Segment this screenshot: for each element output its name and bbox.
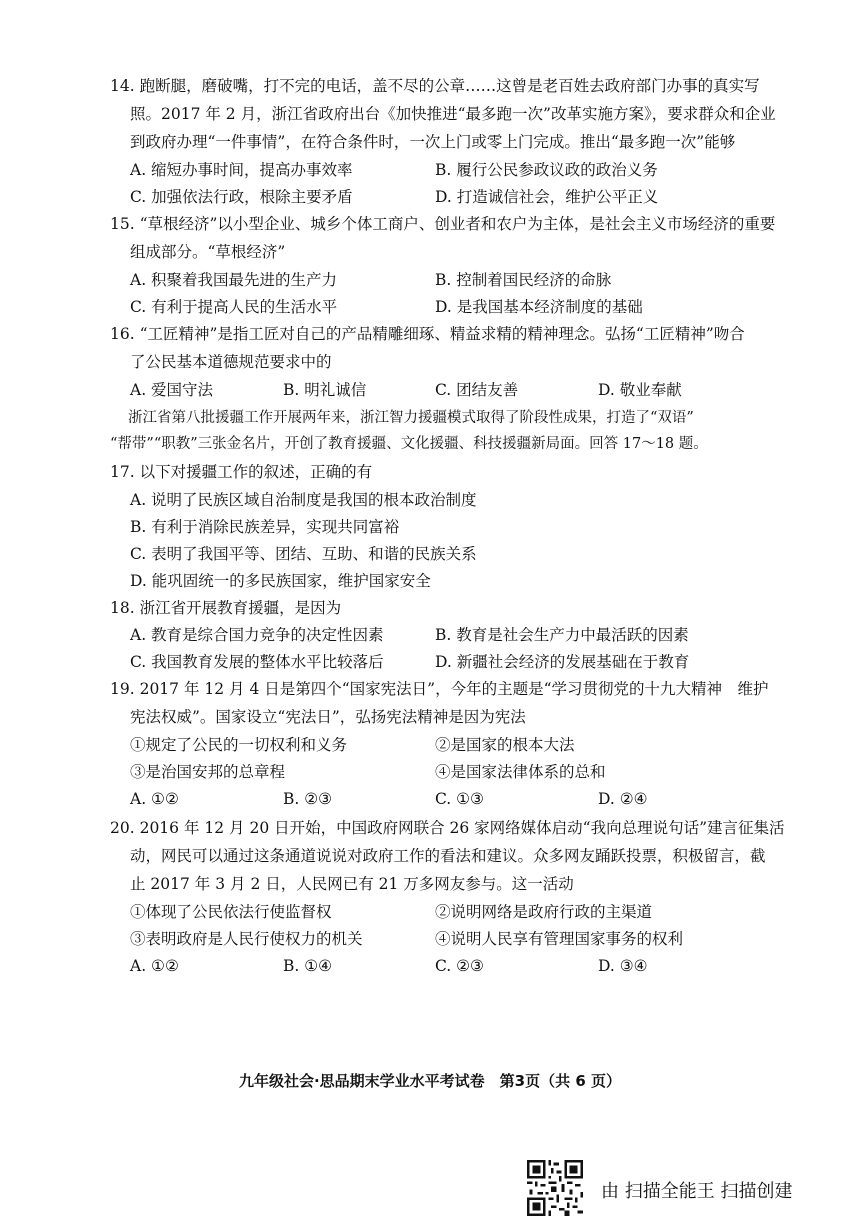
q18-option-a: A. 教育是综合国力竞争的决定性因素 — [130, 626, 384, 644]
q14-option-a: A. 缩短办事时间，提高办事效率 — [130, 161, 353, 179]
q15-stem-line-2: 组成部分。“草根经济” — [130, 243, 286, 261]
q16-option-a: A. 爱国守法 — [130, 381, 214, 399]
q20-option-c: C. ②③ — [435, 957, 484, 975]
q19-stem-line-2: 宪法权威”。国家设立“宪法日”，弘扬宪法精神是因为宪法 — [130, 708, 526, 726]
q15-option-d: D. 是我国基本经济制度的基础 — [435, 298, 643, 316]
scanner-watermark-text: 由 扫描全能王 扫描创建 — [601, 1181, 793, 1202]
q16-stem-line-1: 16. “工匠精神”是指工匠对自己的产品精雕细琢、精益求精的精神理念。弘扬“工匠精神”吻合 — [110, 325, 745, 343]
q15-option-a: A. 积聚着我国最先进的生产力 — [130, 271, 338, 289]
q14-stem-line-3: 到政府办理“一件事情”，在符合条件时，一次上门或零上门完成。推出“最多跑一次”能够 — [130, 133, 736, 151]
q20-item-1: ①体现了公民依法行使监督权 — [130, 903, 332, 921]
q19-stem-line-1: 19. 2017 年 12 月 4 日是第四个“国家宪法日”，今年的主题是“学习贯彻党的十九大精神 维护 — [110, 680, 769, 698]
q15-stem-line-1: 15. “草根经济”以小型企业、城乡个体工商户、创业者和农户为主体，是社会主义市场经济的重要 — [110, 215, 776, 233]
q17-option-a: A. 说明了民族区域自治制度是我国的根本政治制度 — [130, 491, 477, 509]
q14-option-d: D. 打造诚信社会，维护公平正义 — [435, 188, 659, 206]
q20-item-4: ④说明人民享有管理国家事务的权利 — [435, 930, 684, 948]
q20-item-2: ②说明网络是政府行政的主渠道 — [435, 903, 653, 921]
q20-option-b: B. ①④ — [283, 957, 333, 975]
q19-item-3: ③是治国安邦的总章程 — [130, 763, 286, 781]
q15-option-b: B. 控制着国民经济的命脉 — [435, 271, 612, 289]
q19-option-a: A. ①② — [130, 790, 179, 808]
q17-stem: 17. 以下对援疆工作的叙述，正确的有 — [110, 463, 373, 481]
q19-item-4: ④是国家法律体系的总和 — [435, 763, 606, 781]
q18-option-b: B. 教育是社会生产力中最活跃的因素 — [435, 626, 689, 644]
q14-stem-line-2: 照。2017 年 2 月，浙江省政府出台《加快推进“最多跑一次”改革实施方案》，要求群众和企业 — [130, 105, 776, 123]
q17-option-c: C. 表明了我国平等、团结、互助、和谐的民族关系 — [130, 545, 477, 563]
q14-option-c: C. 加强依法行政，根除主要矛盾 — [130, 188, 353, 206]
q14-stem-line-1: 14. 跑断腿，磨破嘴，打不完的电话，盖不尽的公章……这曾是老百姓去政府部门办事的真实写 — [110, 77, 760, 95]
q18-option-c: C. 我国教育发展的整体水平比较落后 — [130, 653, 384, 671]
q14-option-b: B. 履行公民参政议政的政治义务 — [435, 161, 658, 179]
q15-option-c: C. 有利于提高人民的生活水平 — [130, 298, 338, 316]
q16-option-b: B. 明礼诚信 — [283, 381, 367, 399]
q20-option-a: A. ①② — [130, 957, 179, 975]
q19-option-b: B. ②③ — [283, 790, 333, 808]
q18-stem: 18. 浙江省开展教育援疆，是因为 — [110, 599, 342, 617]
q19-option-c: C. ①③ — [435, 790, 484, 808]
q19-item-1: ①规定了公民的一切权利和义务 — [130, 736, 348, 754]
page-footer: 九年级社会·思品期末学业水平考试卷 第3页（共 6 页） — [238, 1072, 622, 1090]
q19-item-2: ②是国家的根本大法 — [435, 736, 575, 754]
q16-option-d: D. 敬业奉献 — [598, 381, 682, 399]
q18-option-d: D. 新疆社会经济的发展基础在于教育 — [435, 653, 690, 671]
q16-stem-line-2: 了公民基本道德规范要求中的 — [130, 353, 332, 371]
passage-line-1: 浙江省第八批援疆工作开展两年来，浙江智力援疆模式取得了阶段性成果，打造了“双语” — [128, 410, 694, 426]
qr-code-icon — [527, 1160, 583, 1216]
q20-option-d: D. ③④ — [598, 957, 648, 975]
q16-option-c: C. 团结友善 — [435, 381, 519, 399]
passage-line-2: “帮带”“职教”三张金名片，开创了教育援疆、文化援疆、科技援疆新局面。回答 17～18 题。 — [110, 436, 708, 452]
q20-stem-line-1: 20. 2016 年 12 月 20 日开始，中国政府网联合 26 家网络媒体启动“我向总理说句话”建言征集活 — [110, 819, 785, 837]
q17-option-d: D. 能巩固统一的多民族国家，维护国家安全 — [130, 572, 431, 590]
q20-stem-line-2: 动，网民可以通过这条通道说说对政府工作的看法和建议。众多网友踊跃投票，积极留言，截 — [130, 847, 766, 865]
q17-option-b: B. 有利于消除民族差异，实现共同富裕 — [130, 518, 400, 536]
q19-option-d: D. ②④ — [598, 790, 648, 808]
q20-stem-line-3: 止 2017 年 3 月 2 日，人民网已有 21 万多网友参与。这一活动 — [130, 875, 574, 893]
q20-item-3: ③表明政府是人民行使权力的机关 — [130, 930, 363, 948]
